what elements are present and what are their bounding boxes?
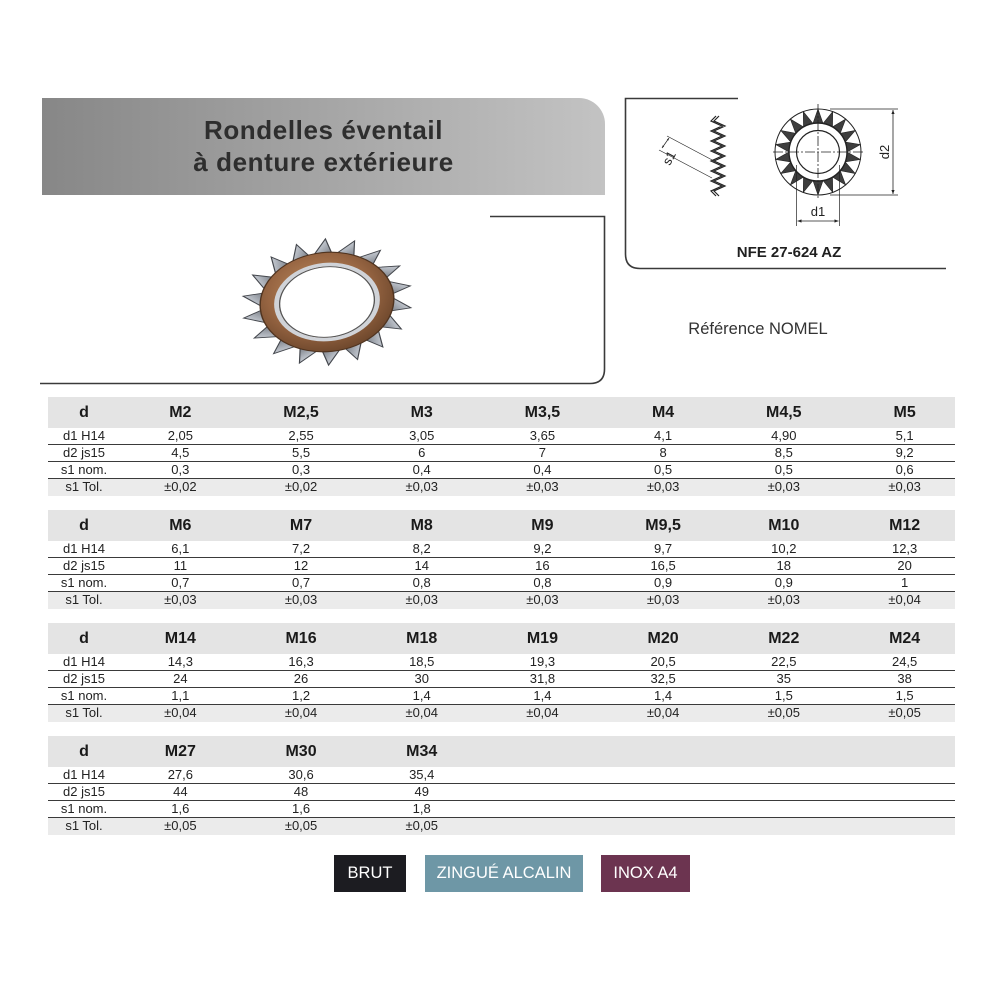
table-cell xyxy=(603,801,724,817)
table-cell: 49 xyxy=(414,784,429,799)
table-cell: 48 xyxy=(293,784,309,799)
table-cell: 24,5 xyxy=(891,654,918,669)
table-cell xyxy=(844,784,955,800)
table-header-row xyxy=(48,510,955,541)
table-cell: ±0,02 xyxy=(164,479,197,494)
table-cell xyxy=(723,784,844,800)
table-cell xyxy=(844,801,955,817)
table-cell: ±0,05 xyxy=(767,705,800,720)
spec-table-4 xyxy=(48,736,955,835)
table-cell xyxy=(723,767,844,783)
spec-table-2 xyxy=(48,510,955,609)
table-cell: 0,7 xyxy=(171,575,190,590)
washer-photo xyxy=(235,232,420,372)
table-cell: ±0,05 xyxy=(888,705,921,720)
size-header-cell: M5 xyxy=(893,404,916,421)
row-label: d1 H14 xyxy=(63,767,105,782)
table-cell: 1,2 xyxy=(291,688,311,703)
table-cell: ±0,03 xyxy=(526,592,559,607)
size-header-cell: M8 xyxy=(410,517,433,534)
size-header-cell: M19 xyxy=(526,630,558,647)
table-cell: 3,05 xyxy=(409,428,435,443)
table-cell: 12,3 xyxy=(891,541,918,556)
size-header-cell: M3,5 xyxy=(524,404,561,421)
table-cell: ±0,03 xyxy=(405,479,438,494)
table-cell: ±0,02 xyxy=(284,479,318,494)
table-cell: 35,4 xyxy=(409,767,435,782)
size-header-cell: M12 xyxy=(889,517,921,534)
table-cell: 8 xyxy=(659,445,667,460)
table-cell xyxy=(482,818,603,835)
table-cell: 0,7 xyxy=(291,575,311,590)
table-cell: ±0,03 xyxy=(767,479,800,494)
table-cell: 14,3 xyxy=(167,654,193,669)
size-header-cell: M30 xyxy=(285,743,317,760)
table-row xyxy=(48,705,955,722)
table-cell: ±0,03 xyxy=(646,592,680,607)
table-cell: ±0,03 xyxy=(646,479,680,494)
table-cell: 6 xyxy=(418,445,426,460)
table-cell: ±0,04 xyxy=(646,705,680,720)
table-cell: 26 xyxy=(293,671,309,686)
table-cell: 1,1 xyxy=(171,688,190,703)
table-cell: 8,2 xyxy=(412,541,431,556)
table-cell xyxy=(723,818,844,835)
table-cell: 16,5 xyxy=(650,558,676,573)
table-cell: 7,2 xyxy=(291,541,311,556)
row-label: s1 nom. xyxy=(60,575,108,590)
row-label: d1 H14 xyxy=(63,428,105,443)
size-header-cell: M6 xyxy=(169,517,192,534)
size-header-cell: M10 xyxy=(768,517,800,534)
size-header-cell: M16 xyxy=(285,630,317,647)
row-label: s1 nom. xyxy=(60,801,108,816)
table-cell: 24 xyxy=(173,671,188,686)
title-line-1: Rondelles éventail xyxy=(203,115,444,145)
table-row xyxy=(48,428,955,445)
finish-badge-zingue-alcalin: ZINGUÉ ALCALIN xyxy=(425,855,583,892)
table-cell: 11 xyxy=(173,558,188,573)
table-cell: 5,1 xyxy=(895,428,914,443)
table-cell: 6,1 xyxy=(171,541,190,556)
table-cell: 44 xyxy=(173,784,188,799)
table-row xyxy=(48,671,955,688)
size-header-cell: M4,5 xyxy=(765,404,802,421)
table-cell: 1,6 xyxy=(291,801,311,816)
table-row xyxy=(48,784,955,801)
row-label: s1 Tol. xyxy=(65,818,103,833)
table-cell: ±0,03 xyxy=(888,479,921,494)
size-header-cell: M7 xyxy=(289,517,313,534)
table-cell: 8,5 xyxy=(774,445,793,460)
table-cell: 35 xyxy=(776,671,792,686)
table-cell: ±0,05 xyxy=(164,818,197,833)
row-label: d2 js15 xyxy=(63,445,105,460)
table-cell: ±0,03 xyxy=(767,592,800,607)
table-cell: 1,6 xyxy=(171,801,190,816)
size-header-cell: M18 xyxy=(406,630,438,647)
table-cell: 4,5 xyxy=(171,445,190,460)
row-label: d1 H14 xyxy=(63,654,105,669)
s1-label: s1 xyxy=(659,148,679,168)
size-header-cell xyxy=(844,736,955,767)
table-row xyxy=(48,654,955,671)
table-row xyxy=(48,688,955,705)
table-row xyxy=(48,479,955,496)
table-cell: ±0,03 xyxy=(284,592,318,607)
table-header-row xyxy=(48,736,955,767)
table-cell: 31,8 xyxy=(529,671,556,686)
d2-label: d2 xyxy=(877,144,892,160)
table-row xyxy=(48,592,955,609)
row-label: s1 Tol. xyxy=(65,479,103,494)
size-header-cell xyxy=(603,736,724,767)
table-cell: 1 xyxy=(901,575,909,590)
table-cell: 20 xyxy=(897,558,912,573)
size-header-cell: M27 xyxy=(164,743,196,760)
table-cell: ±0,04 xyxy=(405,705,438,720)
table-cell: 18 xyxy=(776,558,792,573)
table-cell: 9,2 xyxy=(895,445,914,460)
table-cell: 7 xyxy=(538,445,547,460)
table-cell: 0,4 xyxy=(412,462,431,477)
table-row xyxy=(48,462,955,479)
table-cell: 1,8 xyxy=(412,801,431,816)
table-cell: 30,6 xyxy=(288,767,314,782)
table-cell: 32,5 xyxy=(650,671,676,686)
table-cell: 2,55 xyxy=(288,428,314,443)
row-label: d2 js15 xyxy=(63,558,105,573)
table-cell: ±0,04 xyxy=(284,705,318,720)
table-cell xyxy=(723,801,844,817)
size-header-cell xyxy=(723,736,844,767)
table-cell: 20,5 xyxy=(650,654,676,669)
table-cell: ±0,04 xyxy=(526,705,559,720)
table-cell: 4,1 xyxy=(654,428,673,443)
size-header-cell: M22 xyxy=(768,630,800,647)
size-header-cell: M20 xyxy=(647,630,679,647)
table-cell xyxy=(844,767,955,783)
size-header-cell: M2,5 xyxy=(283,404,319,421)
size-header-cell: M4 xyxy=(651,404,675,421)
table-cell xyxy=(482,784,603,800)
table-cell: 30 xyxy=(414,671,429,686)
size-header-cell: M9,5 xyxy=(645,517,681,534)
table-cell: 14 xyxy=(414,558,429,573)
table-cell: ±0,03 xyxy=(405,592,438,607)
table-cell: 1,5 xyxy=(774,688,793,703)
nomel-reference: Référence NOMEL xyxy=(688,320,828,338)
table-cell xyxy=(482,767,603,783)
d1-label: d1 xyxy=(810,204,826,219)
table-cell xyxy=(482,801,603,817)
table-cell: 16,3 xyxy=(288,654,314,669)
table-cell: 16 xyxy=(535,558,550,573)
table-cell: 0,6 xyxy=(895,462,914,477)
table-row xyxy=(48,541,955,558)
size-header-cell: M2 xyxy=(169,404,192,421)
table-cell xyxy=(844,818,955,835)
table-cell: 0,9 xyxy=(774,575,793,590)
row-label: d2 js15 xyxy=(63,784,105,799)
row-label: s1 Tol. xyxy=(65,592,103,607)
table-row xyxy=(48,801,955,818)
table-cell: ±0,05 xyxy=(284,818,318,833)
spec-tables xyxy=(48,397,955,837)
row-label: s1 nom. xyxy=(60,688,108,703)
table-cell: ±0,03 xyxy=(526,479,559,494)
table-header-row xyxy=(48,623,955,654)
title-banner xyxy=(42,98,605,195)
row-label: s1 nom. xyxy=(60,462,108,477)
table-cell: 9,2 xyxy=(533,541,552,556)
table-cell: 1,4 xyxy=(654,688,673,703)
table-cell: 0,3 xyxy=(171,462,190,477)
table-cell: 0,8 xyxy=(533,575,552,590)
side-view xyxy=(711,116,725,196)
table-cell: 0,5 xyxy=(774,462,793,477)
table-cell: 22,5 xyxy=(771,654,797,669)
size-header-cell: M24 xyxy=(889,630,921,647)
table-cell: 0,5 xyxy=(654,462,673,477)
table-row xyxy=(48,818,955,835)
table-cell: 27,6 xyxy=(167,767,193,782)
table-cell: 4,90 xyxy=(771,428,797,443)
table-header-row xyxy=(48,397,955,428)
table-cell: 1,5 xyxy=(895,688,914,703)
technical-drawing xyxy=(640,100,920,235)
table-cell: 3,65 xyxy=(529,428,556,443)
size-header-cell: M3 xyxy=(410,404,433,421)
header-label-cell: d xyxy=(79,630,89,647)
size-header-cell: M34 xyxy=(406,743,438,760)
row-label: d1 H14 xyxy=(63,541,105,556)
table-cell: 0,4 xyxy=(533,462,552,477)
table-cell xyxy=(603,784,724,800)
table-cell: ±0,04 xyxy=(888,592,921,607)
table-cell: 2,05 xyxy=(167,428,193,443)
table-cell xyxy=(603,818,724,835)
spec-table-3 xyxy=(48,623,955,722)
finish-badges xyxy=(0,855,1000,892)
finish-badge-brut: BRUT xyxy=(334,855,406,892)
size-header-cell: M14 xyxy=(164,630,196,647)
row-label: d2 js15 xyxy=(63,671,105,686)
table-cell: ±0,04 xyxy=(164,705,197,720)
header-label-cell: d xyxy=(79,743,89,760)
table-cell: ±0,05 xyxy=(405,818,438,833)
standard-reference: NFE 27-624 AZ xyxy=(736,244,842,261)
table-cell: 1,4 xyxy=(533,688,552,703)
header-label-cell: d xyxy=(79,517,89,534)
table-cell xyxy=(603,767,724,783)
table-cell: 1,4 xyxy=(412,688,431,703)
table-row xyxy=(48,575,955,592)
finish-badge-inox-a4: INOX A4 xyxy=(601,855,690,892)
table-cell: ±0,03 xyxy=(164,592,197,607)
table-cell: 9,7 xyxy=(654,541,673,556)
size-header-cell xyxy=(482,736,603,767)
size-header-cell: M9 xyxy=(531,517,554,534)
table-cell: 38 xyxy=(897,671,912,686)
spec-table-1 xyxy=(48,397,955,496)
table-row xyxy=(48,558,955,575)
table-cell: 19,3 xyxy=(529,654,556,669)
table-cell: 12 xyxy=(293,558,309,573)
table-cell: 18,5 xyxy=(409,654,435,669)
table-cell: 0,9 xyxy=(654,575,673,590)
table-cell: 10,2 xyxy=(771,541,797,556)
table-cell: 0,8 xyxy=(412,575,431,590)
table-cell: 5,5 xyxy=(291,445,311,460)
row-label: s1 Tol. xyxy=(65,705,103,720)
table-row xyxy=(48,767,955,784)
table-row xyxy=(48,445,955,462)
table-cell: 0,3 xyxy=(291,462,311,477)
title-line-2: à denture extérieure xyxy=(193,147,454,177)
header-label-cell: d xyxy=(79,404,89,421)
